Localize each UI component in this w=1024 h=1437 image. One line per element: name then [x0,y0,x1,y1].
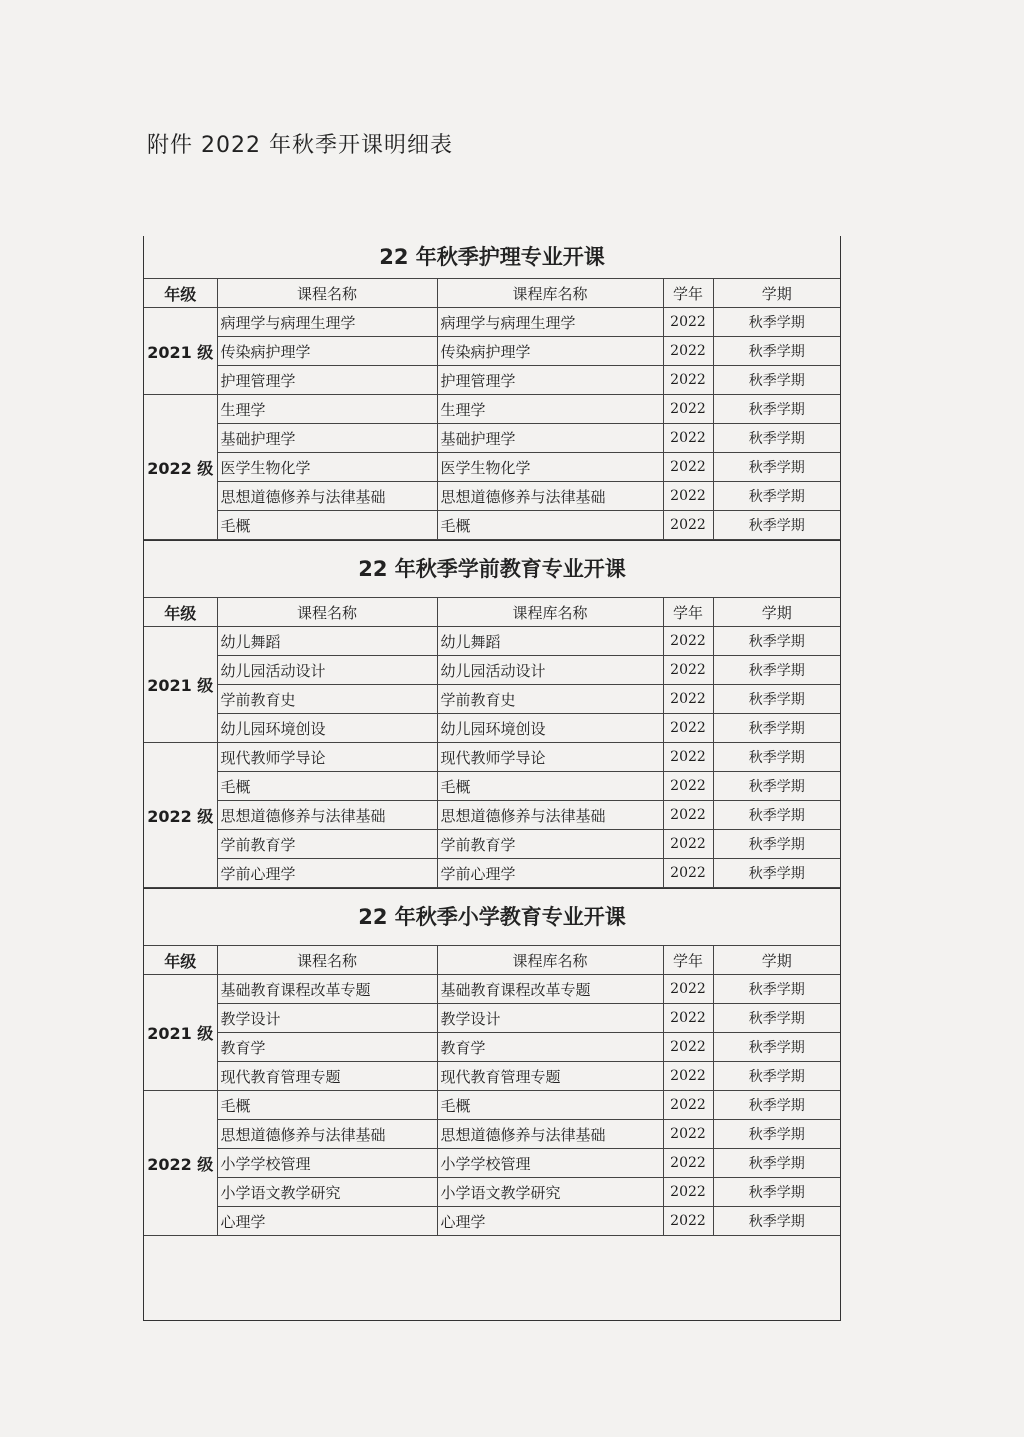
course-name-cell: 医学生物化学 [217,453,437,482]
course-library-cell: 现代教师学导论 [437,743,663,772]
header-grade: 年级 [144,598,217,627]
course-library-cell: 教学设计 [437,1004,663,1033]
course-library-cell: 学前心理学 [437,859,663,888]
course-name-cell: 传染病护理学 [217,337,437,366]
header-term: 学期 [713,946,840,975]
course-name-cell: 教学设计 [217,1004,437,1033]
course-name-cell: 幼儿舞蹈 [217,627,437,656]
term-cell: 秋季学期 [713,482,840,511]
course-library-cell: 幼儿园环境创设 [437,714,663,743]
course-library-cell: 护理管理学 [437,366,663,395]
table-row [144,859,840,888]
year-cell: 2022 [663,772,713,801]
course-library-cell: 学前教育学 [437,830,663,859]
course-library-cell: 现代教育管理专题 [437,1062,663,1091]
year-cell: 2022 [663,830,713,859]
year-cell: 2022 [663,859,713,888]
course-name-cell: 小学学校管理 [217,1149,437,1178]
document-title: 附件 2022 年秋季开课明细表 [147,133,453,158]
term-cell: 秋季学期 [713,1178,840,1207]
grade-cell: 2021 级 [144,308,217,395]
course-name-cell: 病理学与病理生理学 [217,308,437,337]
table-row [144,1178,840,1207]
course-name-cell: 毛概 [217,511,437,540]
course-library-cell: 学前教育史 [437,685,663,714]
term-cell: 秋季学期 [713,1033,840,1062]
course-name-cell: 基础护理学 [217,424,437,453]
year-cell: 2022 [663,1149,713,1178]
course-library-cell: 幼儿舞蹈 [437,627,663,656]
course-name-cell: 护理管理学 [217,366,437,395]
header-library: 课程库名称 [437,598,663,627]
header-course: 课程名称 [217,598,437,627]
term-cell: 秋季学期 [713,743,840,772]
table-row [144,1033,840,1062]
term-cell: 秋季学期 [713,366,840,395]
table-row [144,308,840,337]
header-library: 课程库名称 [437,946,663,975]
term-cell: 秋季学期 [713,656,840,685]
term-cell: 秋季学期 [713,685,840,714]
course-library-cell: 思想道德修养与法律基础 [437,1120,663,1149]
course-name-cell: 学前心理学 [217,859,437,888]
table-header-row [144,279,840,308]
term-cell: 秋季学期 [713,1062,840,1091]
table-row [144,511,840,540]
header-library: 课程库名称 [437,279,663,308]
term-cell: 秋季学期 [713,308,840,337]
course-library-cell: 病理学与病理生理学 [437,308,663,337]
course-name-cell: 生理学 [217,395,437,424]
course-library-cell: 毛概 [437,772,663,801]
year-cell: 2022 [663,627,713,656]
table-row [144,801,840,830]
table-row [144,337,840,366]
year-cell: 2022 [663,1033,713,1062]
table-row [144,627,840,656]
table-row [144,1149,840,1178]
year-cell: 2022 [663,424,713,453]
table-row [144,1091,840,1120]
term-cell: 秋季学期 [713,1091,840,1120]
table-row [144,714,840,743]
term-cell: 秋季学期 [713,1149,840,1178]
table-header-row [144,598,840,627]
course-name-cell: 毛概 [217,1091,437,1120]
year-cell: 2022 [663,1004,713,1033]
table-row [144,1207,840,1236]
course-library-cell: 幼儿园活动设计 [437,656,663,685]
course-library-cell: 基础护理学 [437,424,663,453]
term-cell: 秋季学期 [713,975,840,1004]
course-name-cell: 幼儿园活动设计 [217,656,437,685]
course-library-cell: 医学生物化学 [437,453,663,482]
year-cell: 2022 [663,337,713,366]
header-year: 学年 [663,598,713,627]
table-row [144,424,840,453]
header-year: 学年 [663,946,713,975]
course-library-cell: 毛概 [437,1091,663,1120]
term-cell: 秋季学期 [713,1004,840,1033]
table-row [144,772,840,801]
grade-cell: 2021 级 [144,975,217,1091]
term-cell: 秋季学期 [713,772,840,801]
grade-cell: 2022 级 [144,743,217,888]
year-cell: 2022 [663,308,713,337]
course-name-cell: 学前教育史 [217,685,437,714]
table-row [144,395,840,424]
table-row [144,1120,840,1149]
course-library-cell: 基础教育课程改革专题 [437,975,663,1004]
table-row [144,743,840,772]
course-name-cell: 学前教育学 [217,830,437,859]
term-cell: 秋季学期 [713,395,840,424]
year-cell: 2022 [663,482,713,511]
year-cell: 2022 [663,1091,713,1120]
course-library-cell: 小学学校管理 [437,1149,663,1178]
year-cell: 2022 [663,453,713,482]
term-cell: 秋季学期 [713,1207,840,1236]
term-cell: 秋季学期 [713,453,840,482]
year-cell: 2022 [663,366,713,395]
year-cell: 2022 [663,1120,713,1149]
course-library-cell: 心理学 [437,1207,663,1236]
grade-cell: 2022 级 [144,1091,217,1236]
section-title: 22 年秋季护理专业开课 [379,245,605,269]
grade-cell: 2021 级 [144,627,217,743]
course-name-cell: 思想道德修养与法律基础 [217,1120,437,1149]
section-title: 22 年秋季学前教育专业开课 [144,540,840,597]
term-cell: 秋季学期 [713,337,840,366]
term-cell: 秋季学期 [713,424,840,453]
table-row [144,975,840,1004]
year-cell: 2022 [663,656,713,685]
year-cell: 2022 [663,714,713,743]
course-name-cell: 思想道德修养与法律基础 [217,482,437,511]
course-name-cell: 现代教育管理专题 [217,1062,437,1091]
table-row [144,656,840,685]
term-cell: 秋季学期 [713,801,840,830]
course-library-cell: 教育学 [437,1033,663,1062]
header-grade: 年级 [144,279,217,308]
term-cell: 秋季学期 [713,1120,840,1149]
year-cell: 2022 [663,685,713,714]
course-library-cell: 思想道德修养与法律基础 [437,801,663,830]
table-row [144,1004,840,1033]
table-row [144,685,840,714]
year-cell: 2022 [663,743,713,772]
course-table [144,945,840,1236]
table-row [144,366,840,395]
year-cell: 2022 [663,395,713,424]
year-cell: 2022 [663,801,713,830]
term-cell: 秋季学期 [713,859,840,888]
course-name-cell: 基础教育课程改革专题 [217,975,437,1004]
course-library-cell: 小学语文教学研究 [437,1178,663,1207]
course-name-cell: 思想道德修养与法律基础 [217,801,437,830]
table-row [144,453,840,482]
table-row [144,482,840,511]
course-name-cell: 小学语文教学研究 [217,1178,437,1207]
table-row [144,830,840,859]
course-name-cell: 毛概 [217,772,437,801]
header-course: 课程名称 [217,279,437,308]
year-cell: 2022 [663,1062,713,1091]
course-name-cell: 现代教师学导论 [217,743,437,772]
term-cell: 秋季学期 [713,627,840,656]
header-term: 学期 [713,598,840,627]
course-name-cell: 幼儿园环境创设 [217,714,437,743]
course-table [144,278,840,540]
header-course: 课程名称 [217,946,437,975]
year-cell: 2022 [663,1207,713,1236]
course-name-cell: 教育学 [217,1033,437,1062]
year-cell: 2022 [663,511,713,540]
header-term: 学期 [713,279,840,308]
course-library-cell: 毛概 [437,511,663,540]
header-year: 学年 [663,279,713,308]
grade-cell: 2022 级 [144,395,217,540]
term-cell: 秋季学期 [713,511,840,540]
course-library-cell: 生理学 [437,395,663,424]
table-header-row [144,946,840,975]
section-title: 22 年秋季小学教育专业开课 [144,888,840,945]
course-sheet [143,236,841,1321]
term-cell: 秋季学期 [713,714,840,743]
header-grade: 年级 [144,946,217,975]
course-library-cell: 传染病护理学 [437,337,663,366]
table-row [144,1062,840,1091]
course-table [144,597,840,888]
course-name-cell: 心理学 [217,1207,437,1236]
course-library-cell: 思想道德修养与法律基础 [437,482,663,511]
term-cell: 秋季学期 [713,830,840,859]
year-cell: 2022 [663,975,713,1004]
year-cell: 2022 [663,1178,713,1207]
